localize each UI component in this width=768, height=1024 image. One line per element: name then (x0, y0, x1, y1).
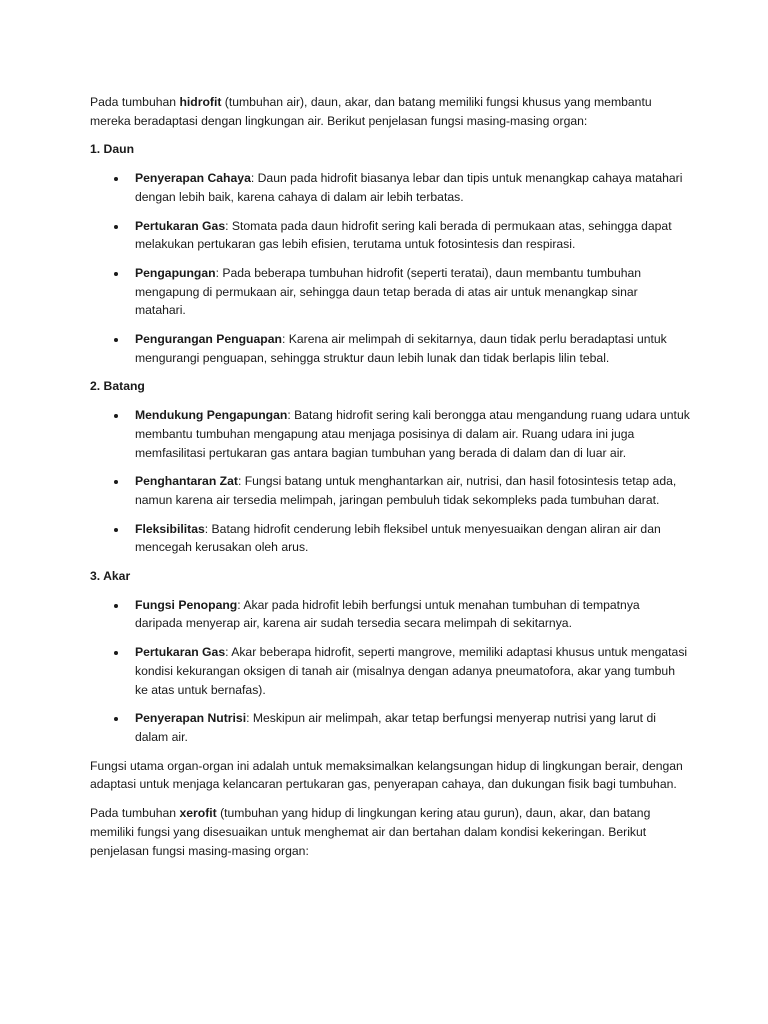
intro-xerofit-lead: Pada tumbuhan (90, 806, 180, 821)
intro-hidrofit-body: (tumbuhan air), daun, akar, dan batang memiliki fungsi khusus yang membantu mereka beradaptasi dengan lingkungan air. Berikut penjelasan fungsi masing-masing organ: (90, 95, 652, 128)
item-term: Penghantaran Zat (135, 474, 238, 489)
item-term: Pertukaran Gas (135, 218, 226, 233)
list-item (90, 596, 690, 633)
list-item (90, 169, 690, 206)
item-term: Penyerapan Cahaya (135, 171, 251, 186)
intro-xerofit-term: xerofit (179, 806, 217, 821)
document-page (90, 93, 690, 870)
intro-hidrofit-lead: Pada tumbuhan (90, 95, 180, 109)
section-heading-daun: 1. Daun (90, 142, 135, 157)
item-text: : Batang hidrofit sering kali berongga atau mengandung ruang udara untuk membantu tumbuhan mengapung atau menjaga posisinya di dalam air. Ruang udara ini juga memfasilitasi pertukaran gas antara bagian tumbuhan yang berada di dalam dan di luar air. (135, 408, 690, 460)
list-item (90, 643, 690, 699)
list-item (90, 264, 690, 320)
list-item (90, 330, 690, 367)
section-list-daun (90, 169, 690, 367)
item-term: Penyerapan Nutrisi (135, 711, 247, 726)
intro-hidrofit-term: hidrofit (179, 95, 222, 109)
intro-paragraph-xerofit (90, 804, 690, 860)
section-heading-akar: 3. Akar (90, 569, 131, 584)
item-term: Pengurangan Penguapan (135, 332, 282, 347)
item-term: Fleksibilitas (135, 521, 205, 536)
list-item (90, 472, 690, 509)
section-heading-batang: 2. Batang (90, 379, 145, 394)
item-text: : Karena air melimpah di sekitarnya, daun tidak perlu beradaptasi untuk mengurangi penguapan, sehingga struktur daun lebih lunak dan tidak berlapis lilin tebal. (135, 332, 667, 365)
summary-paragraph: Fungsi utama organ-organ ini adalah untuk memaksimalkan kelangsungan hidup di lingkungan berair, dengan adaptasi untuk menjaga kelancaran pertukaran gas, penyerapan cahaya, dan dukungan fisik bagi tumbuhan. (90, 758, 683, 792)
list-item (90, 520, 690, 557)
item-term: Fungsi Penopang (135, 597, 238, 612)
item-text: : Fungsi batang untuk menghantarkan air, nutrisi, dan hasil fotosintesis tetap ada, namun karena air tersedia melimpah, jaringan pembuluh tidak sekompleks pada tumbuhan darat. (135, 474, 677, 507)
item-text: : Daun pada hidrofit biasanya lebar dan tipis untuk menangkap cahaya matahari dengan lebih baik, karena cahaya di dalam air lebih terbatas. (135, 171, 683, 204)
item-text: : Akar pada hidrofit lebih berfungsi untuk menahan tumbuhan di tempatnya daripada menyerap air, karena air sudah tersedia secara melimpah di sekitarnya. (135, 597, 640, 631)
section-list-batang (90, 406, 690, 557)
intro-paragraph-hidrofit (90, 93, 690, 130)
item-term: Pengapungan (135, 265, 216, 280)
item-text: : Meskipun air melimpah, akar tetap berfungsi menyerap nutrisi yang larut di dalam air. (135, 711, 656, 744)
item-text: : Stomata pada daun hidrofit sering kali berada di permukaan atas, sehingga dapat melakukan pertukaran gas lebih efisien, terutama untuk fotosintesis dan respirasi. (135, 218, 672, 252)
item-text: : Batang hidrofit cenderung lebih fleksibel untuk menyesuaikan dengan aliran air dan mencegah kerusakan oleh arus. (135, 521, 661, 555)
item-text: : Akar beberapa hidrofit, seperti mangrove, memiliki adaptasi khusus untuk mengatasi kondisi kekurangan oksigen di tanah air (misalnya dengan adanya pneumatofora, akar yang tumbuh ke atas untuk bernafas). (135, 645, 688, 697)
intro-xerofit-body: (tumbuhan yang hidup di lingkungan kering atau gurun), daun, akar, dan batang memiliki fungsi yang disesuaikan untuk menghemat air dan bertahan dalam kondisi kekeringan. Berikut penjelasan fungsi masing-masing organ: (90, 806, 651, 858)
item-term: Pertukaran Gas (135, 645, 226, 660)
list-item (90, 217, 690, 254)
list-item (90, 406, 690, 462)
list-item (90, 709, 690, 746)
item-term: Mendukung Pengapungan (135, 408, 288, 423)
item-text: : Pada beberapa tumbuhan hidrofit (seperti teratai), daun membantu tumbuhan mengapung di permukaan air, sehingga daun tetap berada di atas air untuk menangkap sinar matahari. (135, 265, 642, 318)
section-list-akar (90, 596, 690, 747)
